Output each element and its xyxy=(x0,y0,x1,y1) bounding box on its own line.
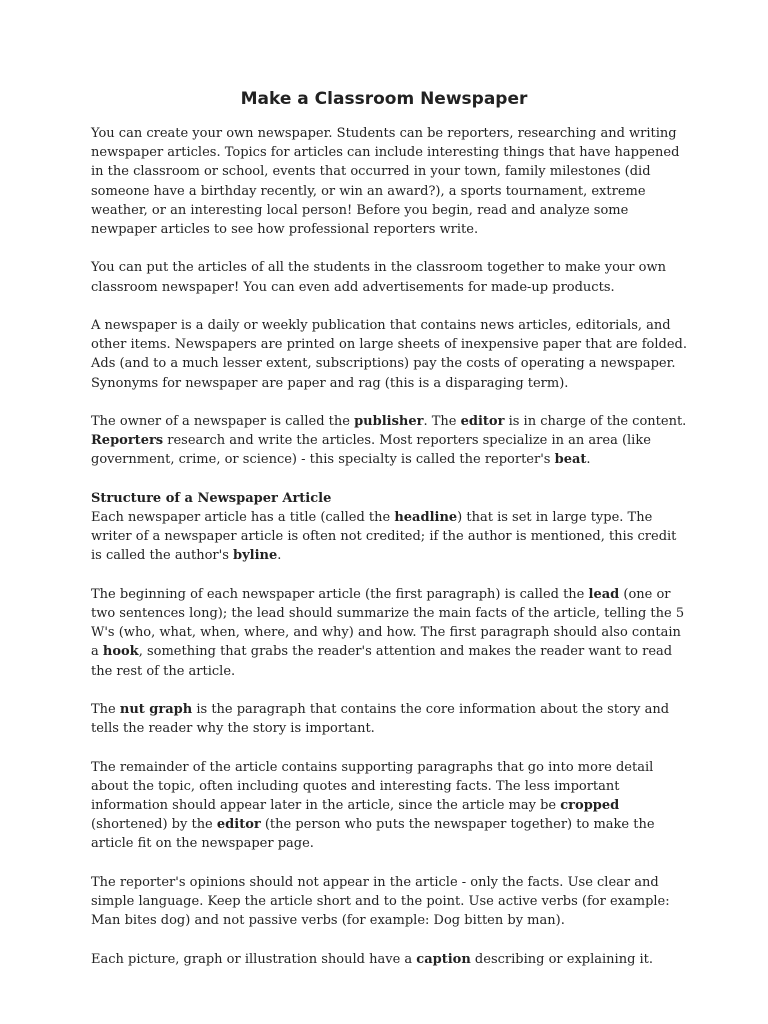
text-span: Each picture, graph or illustration should have a xyxy=(91,951,417,967)
section-heading xyxy=(91,489,691,508)
text-span: (shortened) by the xyxy=(91,817,217,833)
structure-heading: Structure of a Newspaper Article xyxy=(91,490,332,506)
text-span: . xyxy=(586,452,591,468)
paragraph-remainder xyxy=(91,758,691,854)
text-span: . The xyxy=(423,414,461,429)
term-headline: headline xyxy=(394,510,458,525)
paragraph-definition: A newspaper is a daily or weekly publication that contains news articles, editorials, and other items. Newspapers are printed on large sheets of inexpensive paper that are folded. Ads (and to a much lesser extent, subscriptions) pay the costs of operating a newspaper. Synonyms for newspaper are paper and rag (this is a disparaging term). xyxy=(91,318,687,391)
text-span: The remainder of the article contains supporting paragraphs that go into more detail about the topic, often including quotes and interesting facts. The less important information should appear later in the article, since the article may be xyxy=(91,759,654,813)
text-span: . xyxy=(277,548,282,564)
text-span: Each newspaper article has a title (called the xyxy=(91,510,395,525)
term-byline: byline xyxy=(233,548,278,564)
paragraph-intro: You can create your own newspaper. Students can be reporters, researching and writing newspaper articles. Topics for articles can include interesting things that have happened in the classroom or school, events that occurred in your town, family milestones (did someone have a birthday recently, or win an award?), a sports tournament, extreme weather, or an interesting local person! Before you begin, read and analyze some newpaper articles to see how professional reporters write. xyxy=(91,126,680,238)
paragraph-headline xyxy=(91,508,691,566)
text-span: is the paragraph that contains the core information about the story and tells the reader why the story is important. xyxy=(91,702,670,737)
term-publisher: publisher xyxy=(354,414,424,429)
text-span: , something that grabs the reader's attention and makes the reader want to read the rest of the article. xyxy=(91,644,673,679)
text-span: The xyxy=(91,702,120,717)
term-beat: beat xyxy=(554,452,587,468)
term-reporters: Reporters xyxy=(91,433,164,449)
paragraph-roles xyxy=(91,412,691,470)
paragraph-nut-graph xyxy=(91,700,691,738)
text-span: The owner of a newspaper is called the xyxy=(91,414,355,429)
text-span: (the person who puts the newspaper together) to make the article fit on the newspaper page. xyxy=(91,817,655,852)
term-nut-graph: nut graph xyxy=(119,702,193,717)
paragraph-classroom: You can put the articles of all the students in the classroom together to make your own classroom newspaper! You can even add advertisements for made-up products. xyxy=(91,260,666,295)
paragraph-opinions: The reporter's opinions should not appear in the article - only the facts. Use clear and simple language. Keep the article short and to the point. Use active verbs (for example: Man bites dog) and not passive verbs (for example: Dog bitten by man). xyxy=(91,874,670,929)
text-span: is in charge of the content. xyxy=(504,414,687,429)
term-cropped: cropped xyxy=(560,798,620,813)
text-span: (one or two sentences long); the lead should summarize the main facts of the article, telling the 5 W's (who, what, when, where, and why) and how. The first paragraph should also contain a xyxy=(91,586,685,660)
term-hook: hook xyxy=(102,644,139,660)
page-title: Make a Classroom Newspaper xyxy=(240,89,528,109)
term-editor: editor xyxy=(216,817,261,833)
term-caption: caption xyxy=(416,951,471,967)
paragraph-lead xyxy=(91,585,691,681)
paragraph-caption xyxy=(91,950,691,969)
text-span: ) that is set in large type. The writer of a newspaper article is often not credited; if the author is mentioned, this credit is called the author's xyxy=(91,510,677,564)
text-span: describing or explaining it. xyxy=(470,951,654,967)
text-span: The beginning of each newspaper article (the first paragraph) is called the xyxy=(91,586,589,602)
term-editor: editor xyxy=(460,414,505,429)
term-lead: lead xyxy=(588,586,620,602)
document-body xyxy=(91,124,691,988)
text-span: research and write the articles. Most reporters specialize in an area (like government, crime, or science) - this specialty is called the reporter's xyxy=(91,433,651,468)
